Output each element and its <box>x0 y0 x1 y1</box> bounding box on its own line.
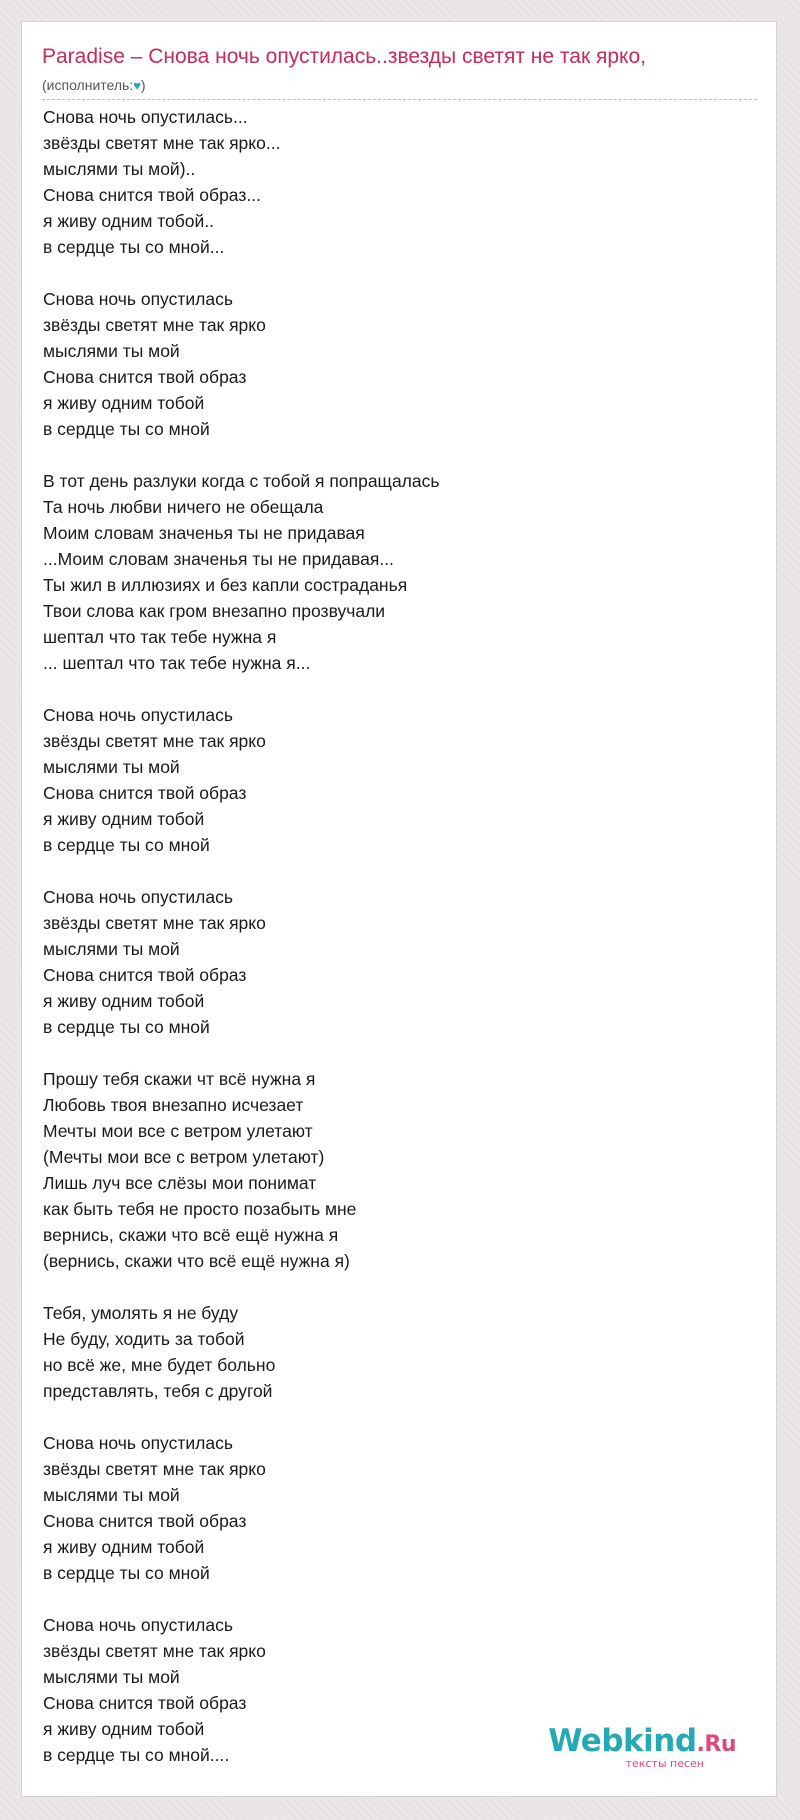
lyrics-line: звёзды светят мне так ярко <box>43 913 266 933</box>
lyrics-line: в сердце ты со мной <box>43 835 210 855</box>
lyrics-line: Тебя, умолять я не буду <box>43 1303 239 1323</box>
lyrics-line: как быть тебя не просто позабыть мне <box>43 1199 357 1219</box>
lyrics-line: Снова снится твой образ <box>43 367 247 387</box>
lyrics-stanza <box>43 1300 758 1404</box>
lyrics-line: Прошу тебя скажи чт всё нужна я <box>43 1069 316 1089</box>
lyrics-card <box>21 21 777 1797</box>
lyrics-stanza <box>43 884 758 1040</box>
lyrics-line: Снова ночь опустилась <box>43 887 233 907</box>
song-title: Paradise – Снова ночь опустилась..звезды светят не так ярко, <box>42 45 646 68</box>
lyrics-line: представлять, тебя с другой <box>43 1381 273 1401</box>
lyrics-stanza <box>43 286 758 442</box>
lyrics-line: звёзды светят мне так ярко <box>43 1459 266 1479</box>
lyrics-line: я живу одним тобой <box>43 393 205 413</box>
lyrics-line: Снова ночь опустилась <box>43 289 233 309</box>
artist-line <box>42 76 757 100</box>
logo-tld: .Ru <box>696 1732 736 1757</box>
lyrics-line: но всё же, мне будет больно <box>43 1355 276 1375</box>
lyrics-line: в сердце ты со мной <box>43 1017 210 1037</box>
lyrics-line: я живу одним тобой <box>43 991 205 1011</box>
lyrics-line: ...Моим словам значенья ты не придавая... <box>43 549 394 569</box>
song-header <box>42 44 757 100</box>
lyrics-line: (Мечты мои все с ветром улетают) <box>43 1147 325 1167</box>
lyrics-line: мыслями ты мой <box>43 939 180 959</box>
heart-icon[interactable]: ♥ <box>133 78 141 93</box>
lyrics-line: шептал что так тебе нужна я <box>43 627 277 647</box>
logo-tagline: тексты песен <box>625 1757 704 1770</box>
lyrics-line: мыслями ты мой <box>43 341 180 361</box>
lyrics-line: В тот день разлуки когда с тобой я попращалась <box>43 471 440 491</box>
lyrics-line: Любовь твоя внезапно исчезает <box>43 1095 304 1115</box>
lyrics-stanza <box>43 468 758 676</box>
lyrics-line: мыслями ты мой).. <box>43 159 196 179</box>
lyrics-line: в сердце ты со мной... <box>43 237 225 257</box>
lyrics-line: Не буду, ходить за тобой <box>43 1329 245 1349</box>
lyrics-line: Снова снится твой образ <box>43 965 247 985</box>
lyrics-line: Снова снится твой образ <box>43 1693 247 1713</box>
lyrics-line: Снова ночь опустилась... <box>43 107 248 127</box>
lyrics-line: я живу одним тобой <box>43 809 205 829</box>
lyrics-stanza <box>43 1430 758 1586</box>
lyrics-line: Снова снится твой образ <box>43 783 247 803</box>
lyrics-line: в сердце ты со мной <box>43 1563 210 1583</box>
lyrics-line: Снова ночь опустилась <box>43 1615 233 1635</box>
lyrics-stanza <box>43 1066 758 1274</box>
lyrics-line: Моим словам значенья ты не придавая <box>43 523 365 543</box>
lyrics-line: я живу одним тобой <box>43 1719 205 1739</box>
lyrics-line: звёзды светят мне так ярко <box>43 1641 266 1661</box>
lyrics-line: я живу одним тобой.. <box>43 211 215 231</box>
lyrics-line: звёзды светят мне так ярко <box>43 731 266 751</box>
lyrics-line: мыслями ты мой <box>43 1667 180 1687</box>
lyrics-line: звёзды светят мне так ярко... <box>43 133 281 153</box>
lyrics-line: звёзды светят мне так ярко <box>43 315 266 335</box>
lyrics-line: Мечты мои все с ветром улетают <box>43 1121 313 1141</box>
lyrics-line: в сердце ты со мной <box>43 419 210 439</box>
site-logo[interactable] <box>548 1725 736 1770</box>
logo-name: Webkind <box>548 1723 697 1759</box>
lyrics-body <box>43 104 758 1794</box>
artist-label: (исполнитель: <box>42 77 134 93</box>
artist-close: ) <box>140 77 146 93</box>
lyrics-line: Лишь луч все слёзы мои понимат <box>43 1173 317 1193</box>
lyrics-line: я живу одним тобой <box>43 1537 205 1557</box>
lyrics-stanza <box>43 702 758 858</box>
lyrics-line: ... шептал что так тебе нужна я... <box>43 653 311 673</box>
lyrics-line: Снова ночь опустилась <box>43 1433 233 1453</box>
lyrics-line: в сердце ты со мной.... <box>43 1745 230 1765</box>
lyrics-line: Ты жил в иллюзиях и без капли состраданья <box>43 575 408 595</box>
lyrics-line: мыслями ты мой <box>43 1485 180 1505</box>
lyrics-stanza <box>43 104 758 260</box>
lyrics-line: Снова ночь опустилась <box>43 705 233 725</box>
lyrics-line: мыслями ты мой <box>43 757 180 777</box>
lyrics-line: (вернись, скажи что всё ещё нужна я) <box>43 1251 350 1271</box>
lyrics-line: Твои слова как гром внезапно прозвучали <box>43 601 386 621</box>
lyrics-line: Та ночь любви ничего не обещала <box>43 497 324 517</box>
lyrics-line: Снова снится твой образ <box>43 1511 247 1531</box>
lyrics-line: вернись, скажи что всё ещё нужна я <box>43 1225 339 1245</box>
lyrics-line: Снова снится твой образ... <box>43 185 261 205</box>
